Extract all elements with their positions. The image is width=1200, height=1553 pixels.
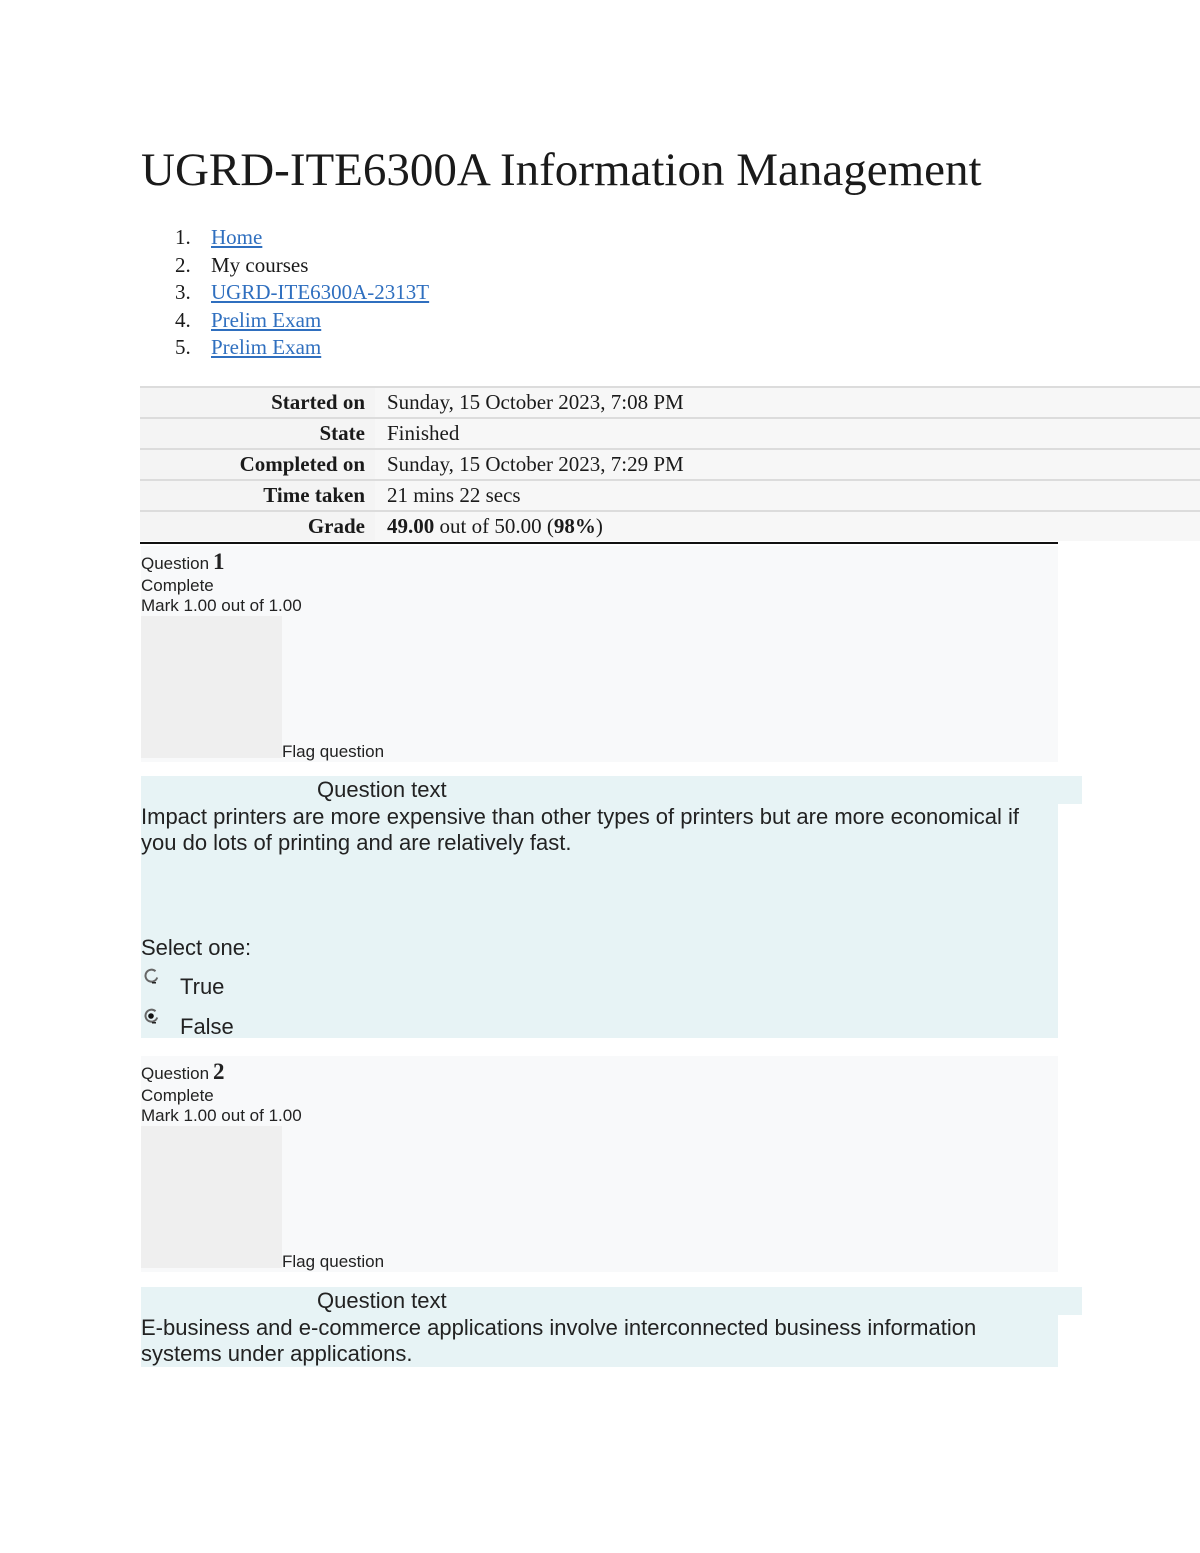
option-label-true: True — [180, 974, 225, 999]
started-on-label: Started on — [140, 387, 375, 418]
question-number-value: 2 — [213, 1059, 225, 1084]
completed-on-value: Sunday, 15 October 2023, 7:29 PM — [375, 449, 1200, 480]
breadcrumb — [141, 224, 429, 362]
question-mark: Mark 1.00 out of 1.00 — [141, 596, 302, 615]
grade-label: Grade — [140, 511, 375, 541]
breadcrumb-link-prelim-exam-section[interactable]: Prelim Exam — [211, 307, 322, 332]
question-mark: Mark 1.00 out of 1.00 — [141, 1106, 302, 1125]
question-state: Complete — [141, 1086, 214, 1105]
breadcrumb-my-courses: My courses — [211, 252, 309, 277]
breadcrumb-item — [141, 279, 429, 307]
question-1-info — [141, 546, 1058, 762]
answer-option-true[interactable] — [141, 968, 341, 1002]
started-on-value: Sunday, 15 October 2023, 7:08 PM — [375, 387, 1200, 418]
breadcrumb-link-course[interactable]: UGRD-ITE6300A-2313T — [211, 280, 430, 304]
flag-icon[interactable] — [141, 1126, 282, 1268]
time-taken-value: 21 mins 22 secs — [375, 480, 1200, 511]
completed-on-label: Completed on — [140, 449, 375, 480]
breadcrumb-number: 1. — [175, 225, 191, 249]
grade-value — [375, 511, 1200, 541]
flag-question-link[interactable]: Flag question — [282, 742, 385, 761]
flag-question-link[interactable]: Flag question — [282, 1252, 385, 1271]
page-title: UGRD-ITE6300A Information Management — [141, 144, 982, 196]
question-text: Impact printers are more expensive than other types of printers but are more economical if you do lots of printing and are relatively fast. — [141, 804, 1019, 855]
question-number: Question 2 — [141, 1059, 225, 1084]
radio-checked-icon[interactable] — [144, 1008, 160, 1024]
question-text-label: Question text — [317, 1287, 1082, 1315]
breadcrumb-number: 3. — [175, 280, 191, 304]
breadcrumb-link-prelim-exam-quiz[interactable]: Prelim Exam — [211, 335, 322, 359]
breadcrumb-item — [141, 334, 429, 362]
question-text: E-business and e-commerce applications involve interconnected business information systems under applications. — [141, 1315, 977, 1366]
time-taken-label: Time taken — [140, 480, 375, 511]
summary-row-time — [140, 480, 1200, 511]
answer-option-false[interactable] — [141, 1008, 341, 1042]
radio-unchecked-icon[interactable] — [144, 968, 160, 984]
question-number-value: 1 — [213, 549, 225, 574]
summary-row-grade — [140, 511, 1200, 541]
question-2-info — [141, 1056, 1058, 1272]
question-number: Question 1 — [141, 549, 225, 574]
state-label: State — [140, 418, 375, 449]
divider — [140, 542, 1058, 544]
option-label-false: False — [180, 1014, 234, 1039]
breadcrumb-number: 4. — [175, 307, 191, 332]
question-state: Complete — [141, 576, 214, 595]
state-value: Finished — [375, 418, 1200, 449]
question-1-content — [141, 776, 1058, 1038]
grade-out-of: out of 50.00 ( — [439, 514, 554, 538]
breadcrumb-item — [141, 224, 429, 252]
attempt-summary-table — [140, 386, 1200, 541]
breadcrumb-item — [141, 307, 429, 335]
summary-row-started — [140, 387, 1200, 418]
breadcrumb-number: 5. — [175, 335, 191, 359]
summary-row-completed — [140, 449, 1200, 480]
select-one-prompt: Select one: — [141, 935, 252, 960]
grade-score: 49.00 — [387, 514, 435, 538]
summary-row-state — [140, 418, 1200, 449]
grade-percent: 98% — [553, 514, 596, 538]
flag-icon[interactable] — [141, 616, 282, 758]
breadcrumb-item — [141, 252, 429, 280]
breadcrumb-number: 2. — [175, 252, 191, 277]
breadcrumb-link-home[interactable]: Home — [211, 225, 263, 249]
question-2-content — [141, 1287, 1058, 1367]
grade-paren: ) — [595, 514, 603, 538]
question-text-label: Question text — [317, 776, 1082, 804]
